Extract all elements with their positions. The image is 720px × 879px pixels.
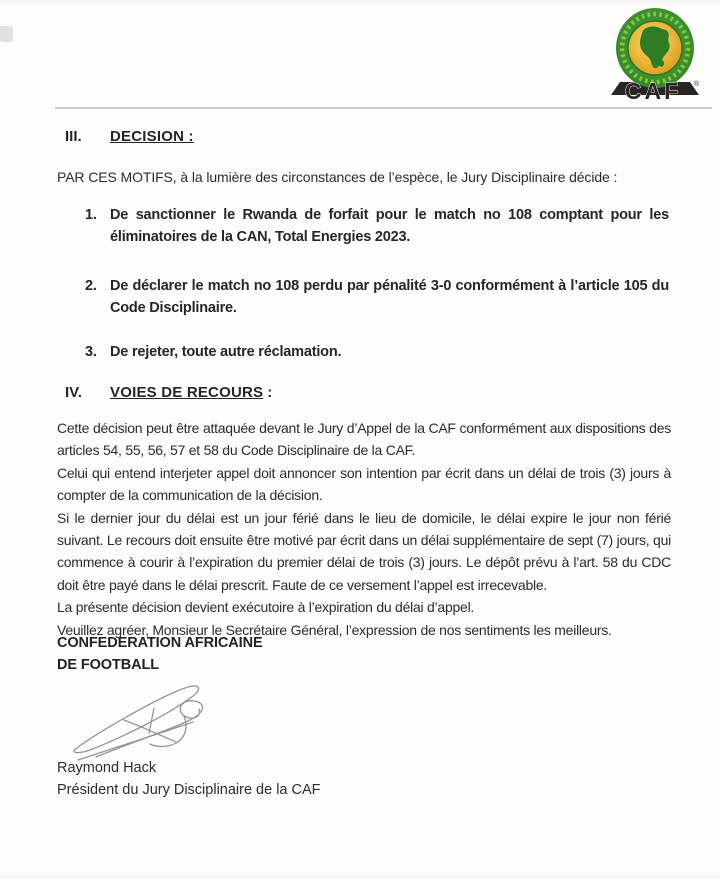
decision-item-3: [57, 341, 669, 363]
signer-block: [57, 757, 321, 801]
signature-icon: [66, 678, 231, 766]
section-decision-numeral: III.: [65, 128, 82, 145]
decision-item-1-text: De sanctionner le Rwanda de forfait pour le match no 108 comptant pour les éliminatoires de la CAN, Total Energies 2023.: [110, 207, 669, 245]
organization-line-1: CONFEDERATION AFRICAINE: [57, 635, 263, 651]
recours-paragraph-3: Si le dernier jour du délai est un jour férié dans le lieu de domicile, le délai expire le jour non férié suivant. Le recours doit ensuite être motivé par écrit dans un délai supplémentaire de sept (7) jours, qui commence à courir à l’expiration du premier délai de trois (3) jours. Le dépôt prévu à l’art. 58 du CDC doit être payé dans le délai prescrit. Faute de ce versement l’appel est irrecevable.: [57, 509, 671, 593]
recours-paragraph-4: La présente décision devient exécutoire à l’expiration du délai d’appel.: [57, 599, 475, 616]
recours-body: [57, 417, 671, 641]
recours-paragraph-2: Celui qui entend interjeter appel doit annoncer son intention par écrit dans un délai de trois (3) jours à compter de la communication de la décision.: [57, 464, 671, 504]
signer-title: Président du Jury Disciplinaire de la CAF: [57, 782, 321, 798]
section-recours-numeral: IV.: [65, 384, 82, 401]
section-decision-heading: [0, 128, 720, 148]
section-recours-title-text: VOIES DE RECOURS: [110, 384, 264, 401]
recours-paragraph-5: Veuillez agréer, Monsieur le Secrétaire Général, l’expression de nos sentiments les meilleurs.: [57, 621, 612, 638]
scan-artifact: [0, 26, 13, 42]
decision-item-2-text: De déclarer le match no 108 perdu par pénalité 3-0 conformément à l’article 105 du Code Disciplinaire.: [110, 278, 669, 316]
decision-item-2-number: 2.: [85, 278, 97, 294]
organization-name: [57, 633, 263, 676]
decision-item-2: [57, 275, 669, 319]
signature: [66, 678, 231, 766]
organization-line-2: DE FOOTBALL: [57, 656, 160, 673]
logo-text: CAF: [624, 78, 682, 102]
decision-item-3-text: De rejeter, toute autre réclamation.: [110, 344, 342, 360]
recours-paragraph-1: Cette décision peut être attaquée devant le Jury d’Appel de la CAF conformément aux dispositions des articles 54, 55, 56, 57 et 58 du Code Disciplinaire de la CAF.: [57, 420, 671, 459]
signer-name: Raymond Hack: [57, 760, 157, 776]
section-recours-heading: [0, 384, 720, 404]
decision-item-1: [57, 204, 669, 248]
section-recours-title: [110, 384, 272, 401]
decision-item-1-number: 1.: [85, 207, 97, 223]
caf-logo: [606, 6, 704, 102]
header-divider: [55, 107, 712, 109]
section-recours-colon: :: [267, 384, 273, 401]
decision-intro: PAR CES MOTIFS, à la lumière des circonstances de l’espèce, le Jury Disciplinaire décide :: [57, 169, 618, 185]
logo-registered-mark: ®: [694, 81, 700, 88]
section-decision-title: DECISION :: [110, 128, 194, 145]
caf-logo-icon: [606, 6, 704, 102]
decision-item-3-number: 3.: [85, 344, 97, 360]
